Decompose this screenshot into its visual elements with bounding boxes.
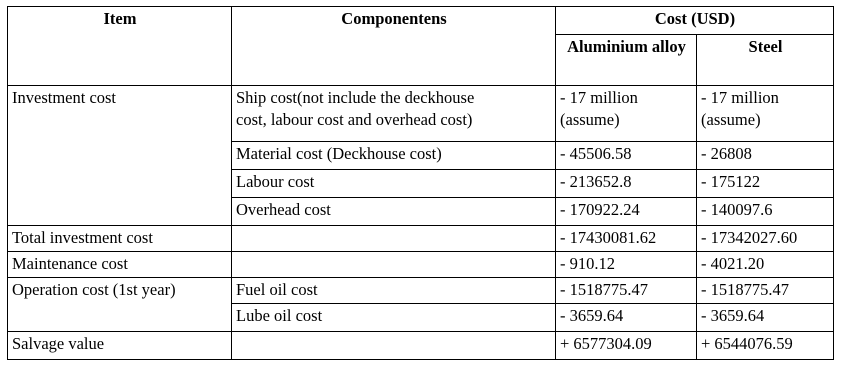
cost-header: Cost (USD) bbox=[556, 7, 834, 35]
material-cost-aluminium: - 45506.58 bbox=[556, 142, 697, 170]
salvage-steel: + 6544076.59 bbox=[697, 332, 834, 360]
maintenance-label: Maintenance cost bbox=[8, 252, 232, 278]
salvage-aluminium: + 6577304.09 bbox=[556, 332, 697, 360]
ship-cost-line-2: cost, labour cost and overhead cost) bbox=[236, 110, 473, 129]
investment-cost-label: Investment cost bbox=[8, 86, 232, 226]
overhead-cost-aluminium: - 170922.24 bbox=[556, 198, 697, 226]
lube-oil-aluminium: - 3659.64 bbox=[556, 304, 697, 332]
item-header: Item bbox=[8, 7, 232, 86]
ship-cost-aluminium bbox=[556, 86, 697, 142]
maintenance-aluminium: - 910.12 bbox=[556, 252, 697, 278]
cost-table bbox=[7, 6, 834, 360]
aluminium-header: Aluminium alloy bbox=[556, 35, 697, 86]
overhead-cost-steel: - 140097.6 bbox=[697, 198, 834, 226]
total-investment-aluminium: - 17430081.62 bbox=[556, 226, 697, 252]
material-cost-component: Material cost (Deckhouse cost) bbox=[232, 142, 556, 170]
table-row bbox=[8, 86, 834, 142]
maintenance-component bbox=[232, 252, 556, 278]
header-row bbox=[8, 7, 834, 35]
ship-cost-aluminium-line-1: - 17 million bbox=[560, 88, 638, 107]
maintenance-steel: - 4021.20 bbox=[697, 252, 834, 278]
ship-cost-steel-line-1: - 17 million bbox=[701, 88, 779, 107]
total-investment-label: Total investment cost bbox=[8, 226, 232, 252]
total-investment-component bbox=[232, 226, 556, 252]
table-row bbox=[8, 252, 834, 278]
labour-cost-aluminium: - 213652.8 bbox=[556, 170, 697, 198]
ship-cost-steel bbox=[697, 86, 834, 142]
ship-cost-steel-line-2: (assume) bbox=[701, 110, 761, 129]
total-investment-steel: - 17342027.60 bbox=[697, 226, 834, 252]
labour-cost-component: Labour cost bbox=[232, 170, 556, 198]
table-row bbox=[8, 226, 834, 252]
overhead-cost-component: Overhead cost bbox=[232, 198, 556, 226]
fuel-oil-steel: - 1518775.47 bbox=[697, 278, 834, 304]
material-cost-steel: - 26808 bbox=[697, 142, 834, 170]
salvage-component bbox=[232, 332, 556, 360]
steel-header: Steel bbox=[697, 35, 834, 86]
ship-cost-component bbox=[232, 86, 556, 142]
fuel-oil-component: Fuel oil cost bbox=[232, 278, 556, 304]
operation-cost-label: Operation cost (1st year) bbox=[8, 278, 232, 332]
components-header: Componentens bbox=[232, 7, 556, 86]
ship-cost-line-1: Ship cost(not include the deckhouse bbox=[236, 88, 475, 107]
table-row bbox=[8, 278, 834, 304]
fuel-oil-aluminium: - 1518775.47 bbox=[556, 278, 697, 304]
salvage-label: Salvage value bbox=[8, 332, 232, 360]
lube-oil-steel: - 3659.64 bbox=[697, 304, 834, 332]
labour-cost-steel: - 175122 bbox=[697, 170, 834, 198]
lube-oil-component: Lube oil cost bbox=[232, 304, 556, 332]
table-row bbox=[8, 332, 834, 360]
ship-cost-aluminium-line-2: (assume) bbox=[560, 110, 620, 129]
